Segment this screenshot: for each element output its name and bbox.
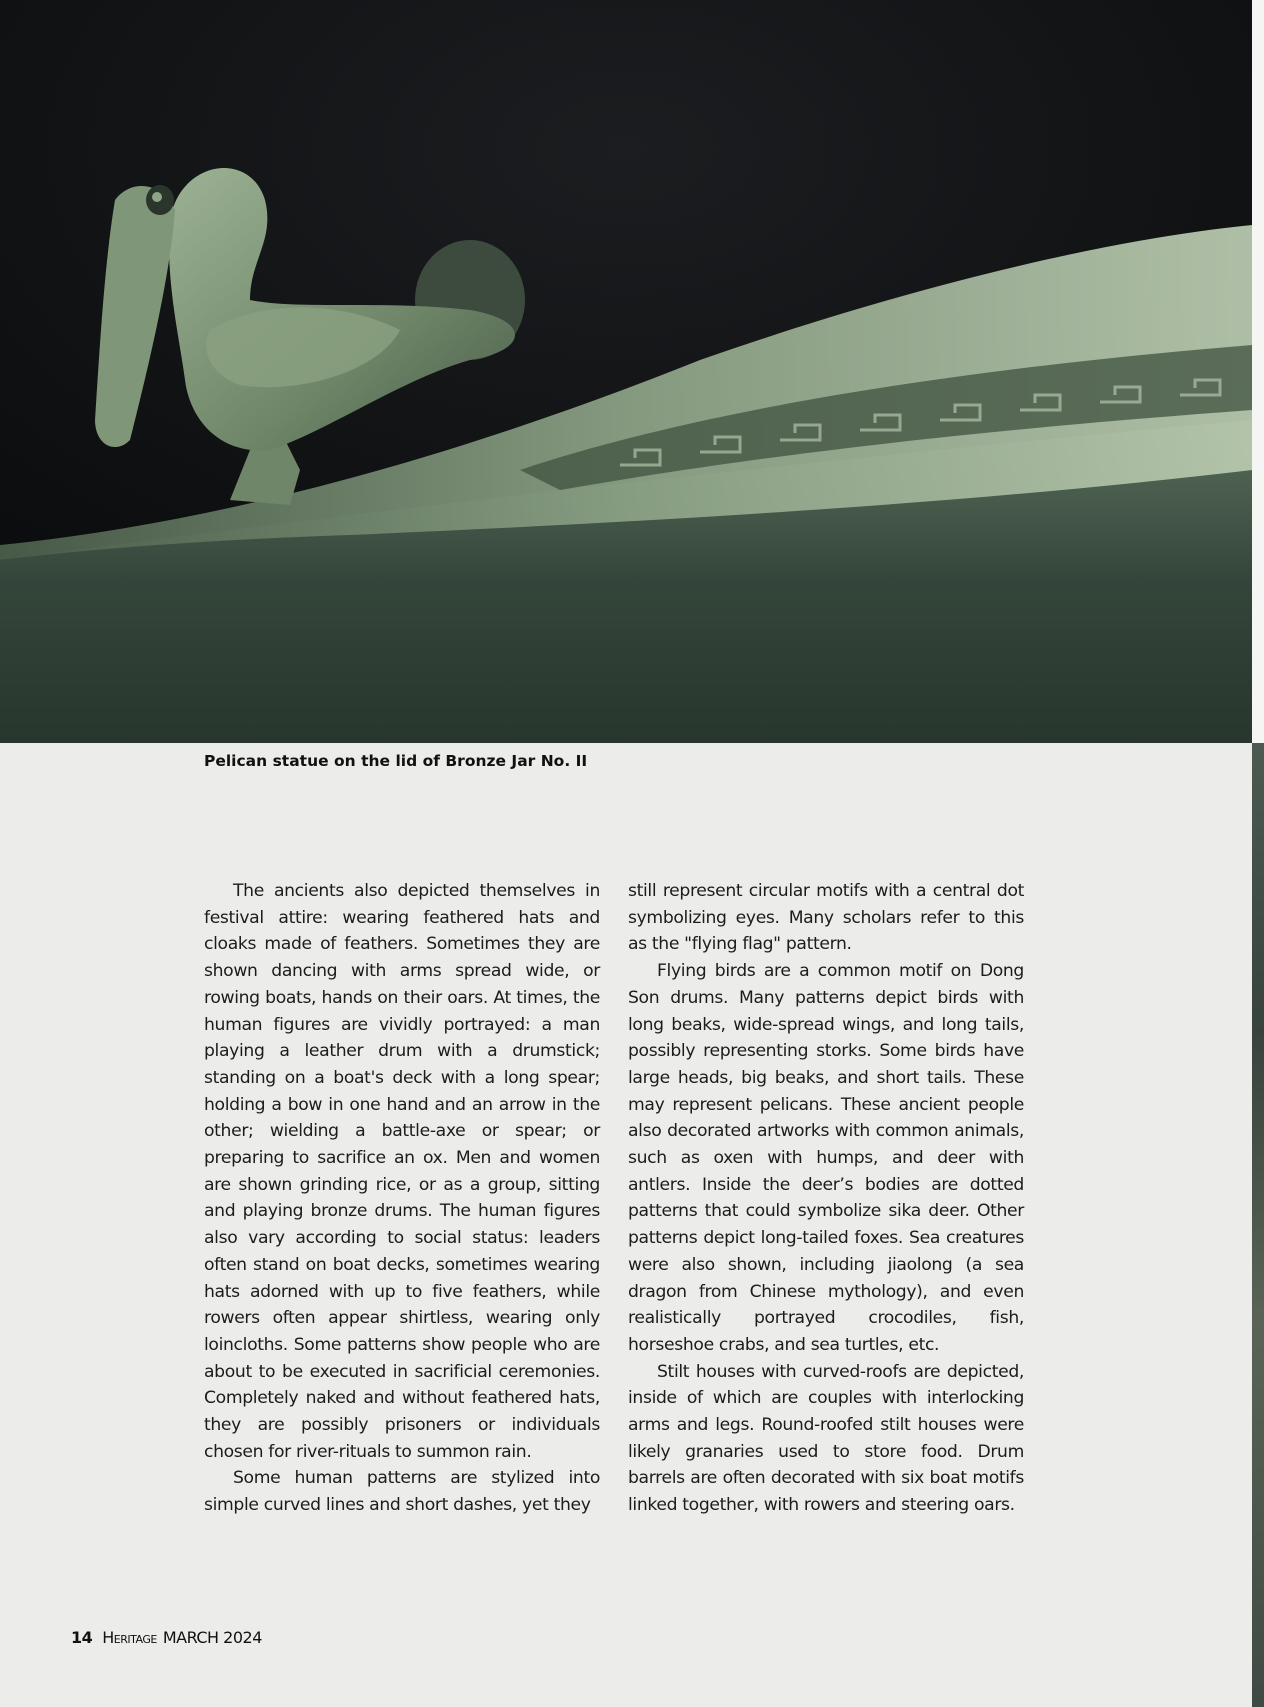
paragraph: Flying birds are a common motif on Dong Son drums. Many patterns depict birds with long beaks, wide-spread wings, and long tails, possibly representing storks. Some birds have large heads, big beaks, and short tails. These may represent pelicans. These ancient people also decorated artworks with common animals, such as oxen with humps, and deer with antlers. Inside the deer’s bodies are dotted patterns that could symbolize sika deer. Other patterns depict long-tailed foxes. Sea creatures were also shown, including jiaolong (a sea dragon from Chinese mythology), and even realistically portrayed crocodiles, fish, horseshoe crabs, and sea turtles, etc. <box>628 961 1024 1355</box>
pelican-statue-photo <box>0 0 1252 743</box>
pelican-statue-icon <box>0 0 1252 743</box>
page-number: 14 <box>71 1628 93 1647</box>
photo-caption: Pelican statue on the lid of Bronze Jar No. II <box>204 752 588 770</box>
magazine-name: Heritage <box>102 1628 157 1647</box>
paragraph: The ancients also depicted themselves in festival attire: wearing feathered hats and cloaks made of feathers. Sometimes they are shown dancing with arms spread wide, or rowing boats, hands on their oars. At times, the human figures are vividly portrayed: a man playing a leather drum with a drumstick; standing on a boat's deck with a long spear; holding a bow in one hand and an arrow in the other; wielding a battle-axe or spear; or preparing to sacrifice an ox. Men and women are shown grinding rice, or as a group, sitting and playing bronze drums. The human figures also vary according to social status: leaders often stand on boat decks, sometimes wearing hats adorned with up to five feathers, while rowers often appear shirtless, wearing only loincloths. Some patterns show people who are about to be executed in sacrificial ceremonies. Completely naked and without feathered hats, they are possibly prisoners or individuals chosen for river-rituals to summon rain. <box>204 881 600 1462</box>
page-footer <box>71 1628 262 1647</box>
issue-date: MARCH 2024 <box>162 1628 262 1647</box>
adjacent-page-image-edge <box>1252 743 1264 1707</box>
article-column-right <box>628 878 1024 1519</box>
article-column-left <box>204 878 600 1519</box>
paragraph: still represent circular motifs with a central dot symbolizing eyes. Many scholars refer to this as the "flying flag" pattern. <box>628 881 1024 955</box>
paragraph: Some human patterns are stylized into simple curved lines and short dashes, yet they <box>204 1468 600 1516</box>
adjacent-page-edge <box>1252 0 1264 1707</box>
article-body <box>204 878 1024 1519</box>
paragraph: Stilt houses with curved-roofs are depicted, inside of which are couples with interlocking arms and legs. Round-roofed stilt houses were likely granaries used to store food. Drum barrels are often decorated with six boat motifs linked together, with rowers and steering oars. <box>628 1361 1024 1516</box>
